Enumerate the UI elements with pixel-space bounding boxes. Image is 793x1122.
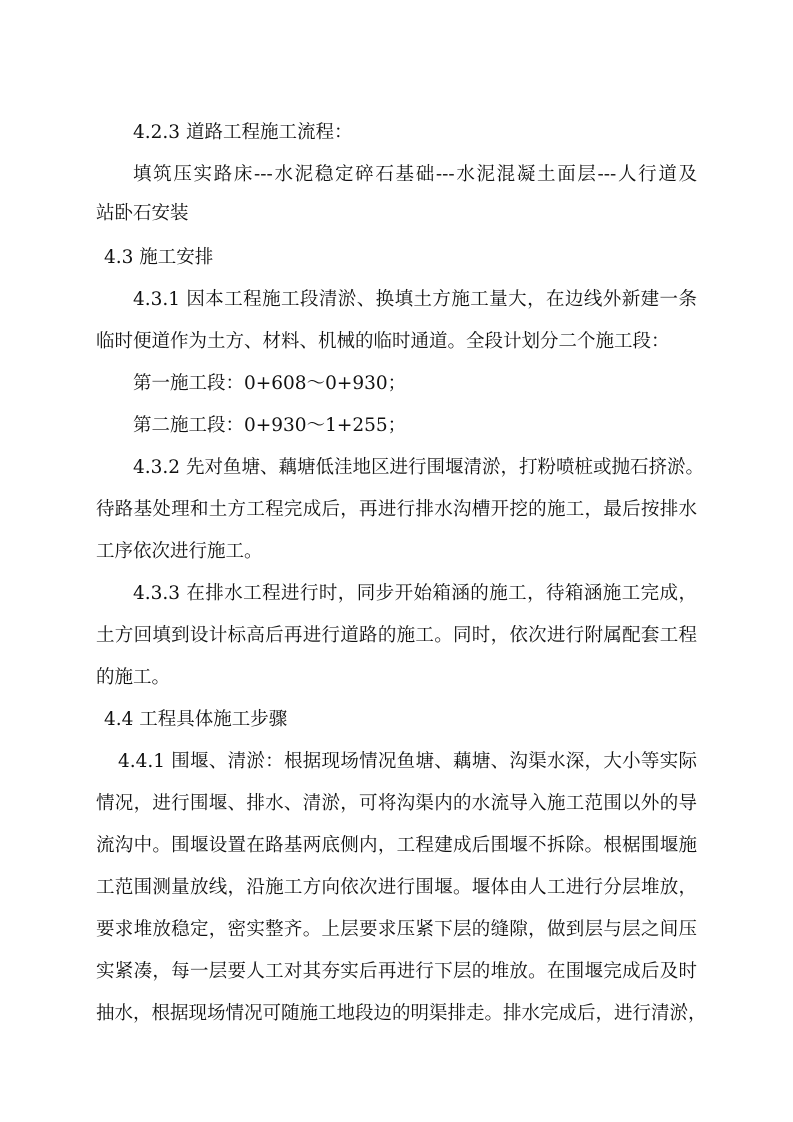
paragraph-line: 土方回填到设计标高后再进行道路的施工。同时，依次进行附属配套工程 [96,625,697,646]
paragraph-line: 的施工。 [96,667,171,688]
paragraph-line: 4.4.1 围堰、清淤：根据现场情况鱼塘、藕塘、沟渠水深，大小等实际 [118,751,697,772]
paragraph-line: 4.3.3 在排水工程进行时，同步开始箱涵的施工，待箱涵施工完成， [133,583,697,604]
paragraph-line: 待路基处理和土方工程完成后，再进行排水沟槽开挖的施工，最后按排水 [96,499,697,520]
heading-4-2-3: 4.2.3 道路工程施工流程： [133,122,353,143]
paragraph-line: 实紧凑，每一层要人工对其夯实后再进行下层的堆放。在围堰完成后及时 [96,961,697,982]
paragraph-line: 站卧石安装 [96,203,189,224]
paragraph-line: 第二施工段：0+930～1+255； [133,415,407,436]
paragraph-line: 要求堆放稳定，密实整齐。上层要求压紧下层的缝隙，做到层与层之间压 [96,919,697,940]
paragraph-line: 第一施工段：0+608～0+930； [133,373,407,394]
heading-4-4: 4.4 工程具体施工步骤 [104,709,288,730]
paragraph-line: 情况，进行围堰、排水、清淤，可将沟渠内的水流导入施工范围以外的导 [96,793,697,814]
paragraph-line: 4.3.1 因本工程施工段清淤、换填土方施工量大，在边线外新建一条 [133,289,697,310]
paragraph-line: 工序依次进行施工。 [96,541,263,562]
paragraph-line: 抽水，根据现场情况可随施工地段边的明渠排走。排水完成后，进行清淤， [96,1003,707,1024]
paragraph-line: 工范围测量放线，沿施工方向依次进行围堰。堰体由人工进行分层堆放， [96,877,697,898]
paragraph-line: 填筑压实路床---水泥稳定碎石基础---水泥混凝土面层---人行道及 [133,164,697,185]
paragraph-line: 4.3.2 先对鱼塘、藕塘低洼地区进行围堰清淤，打粉喷桩或抛石挤淤。 [133,457,704,478]
paragraph-line: 临时便道作为土方、材料、机械的临时通道。全段计划分二个施工段： [96,331,670,352]
heading-4-3: 4.3 施工安排 [104,247,214,268]
paragraph-line: 流沟中。围堰设置在路基两底侧内，工程建成后围堰不拆除。根椐围堰施 [96,835,697,856]
